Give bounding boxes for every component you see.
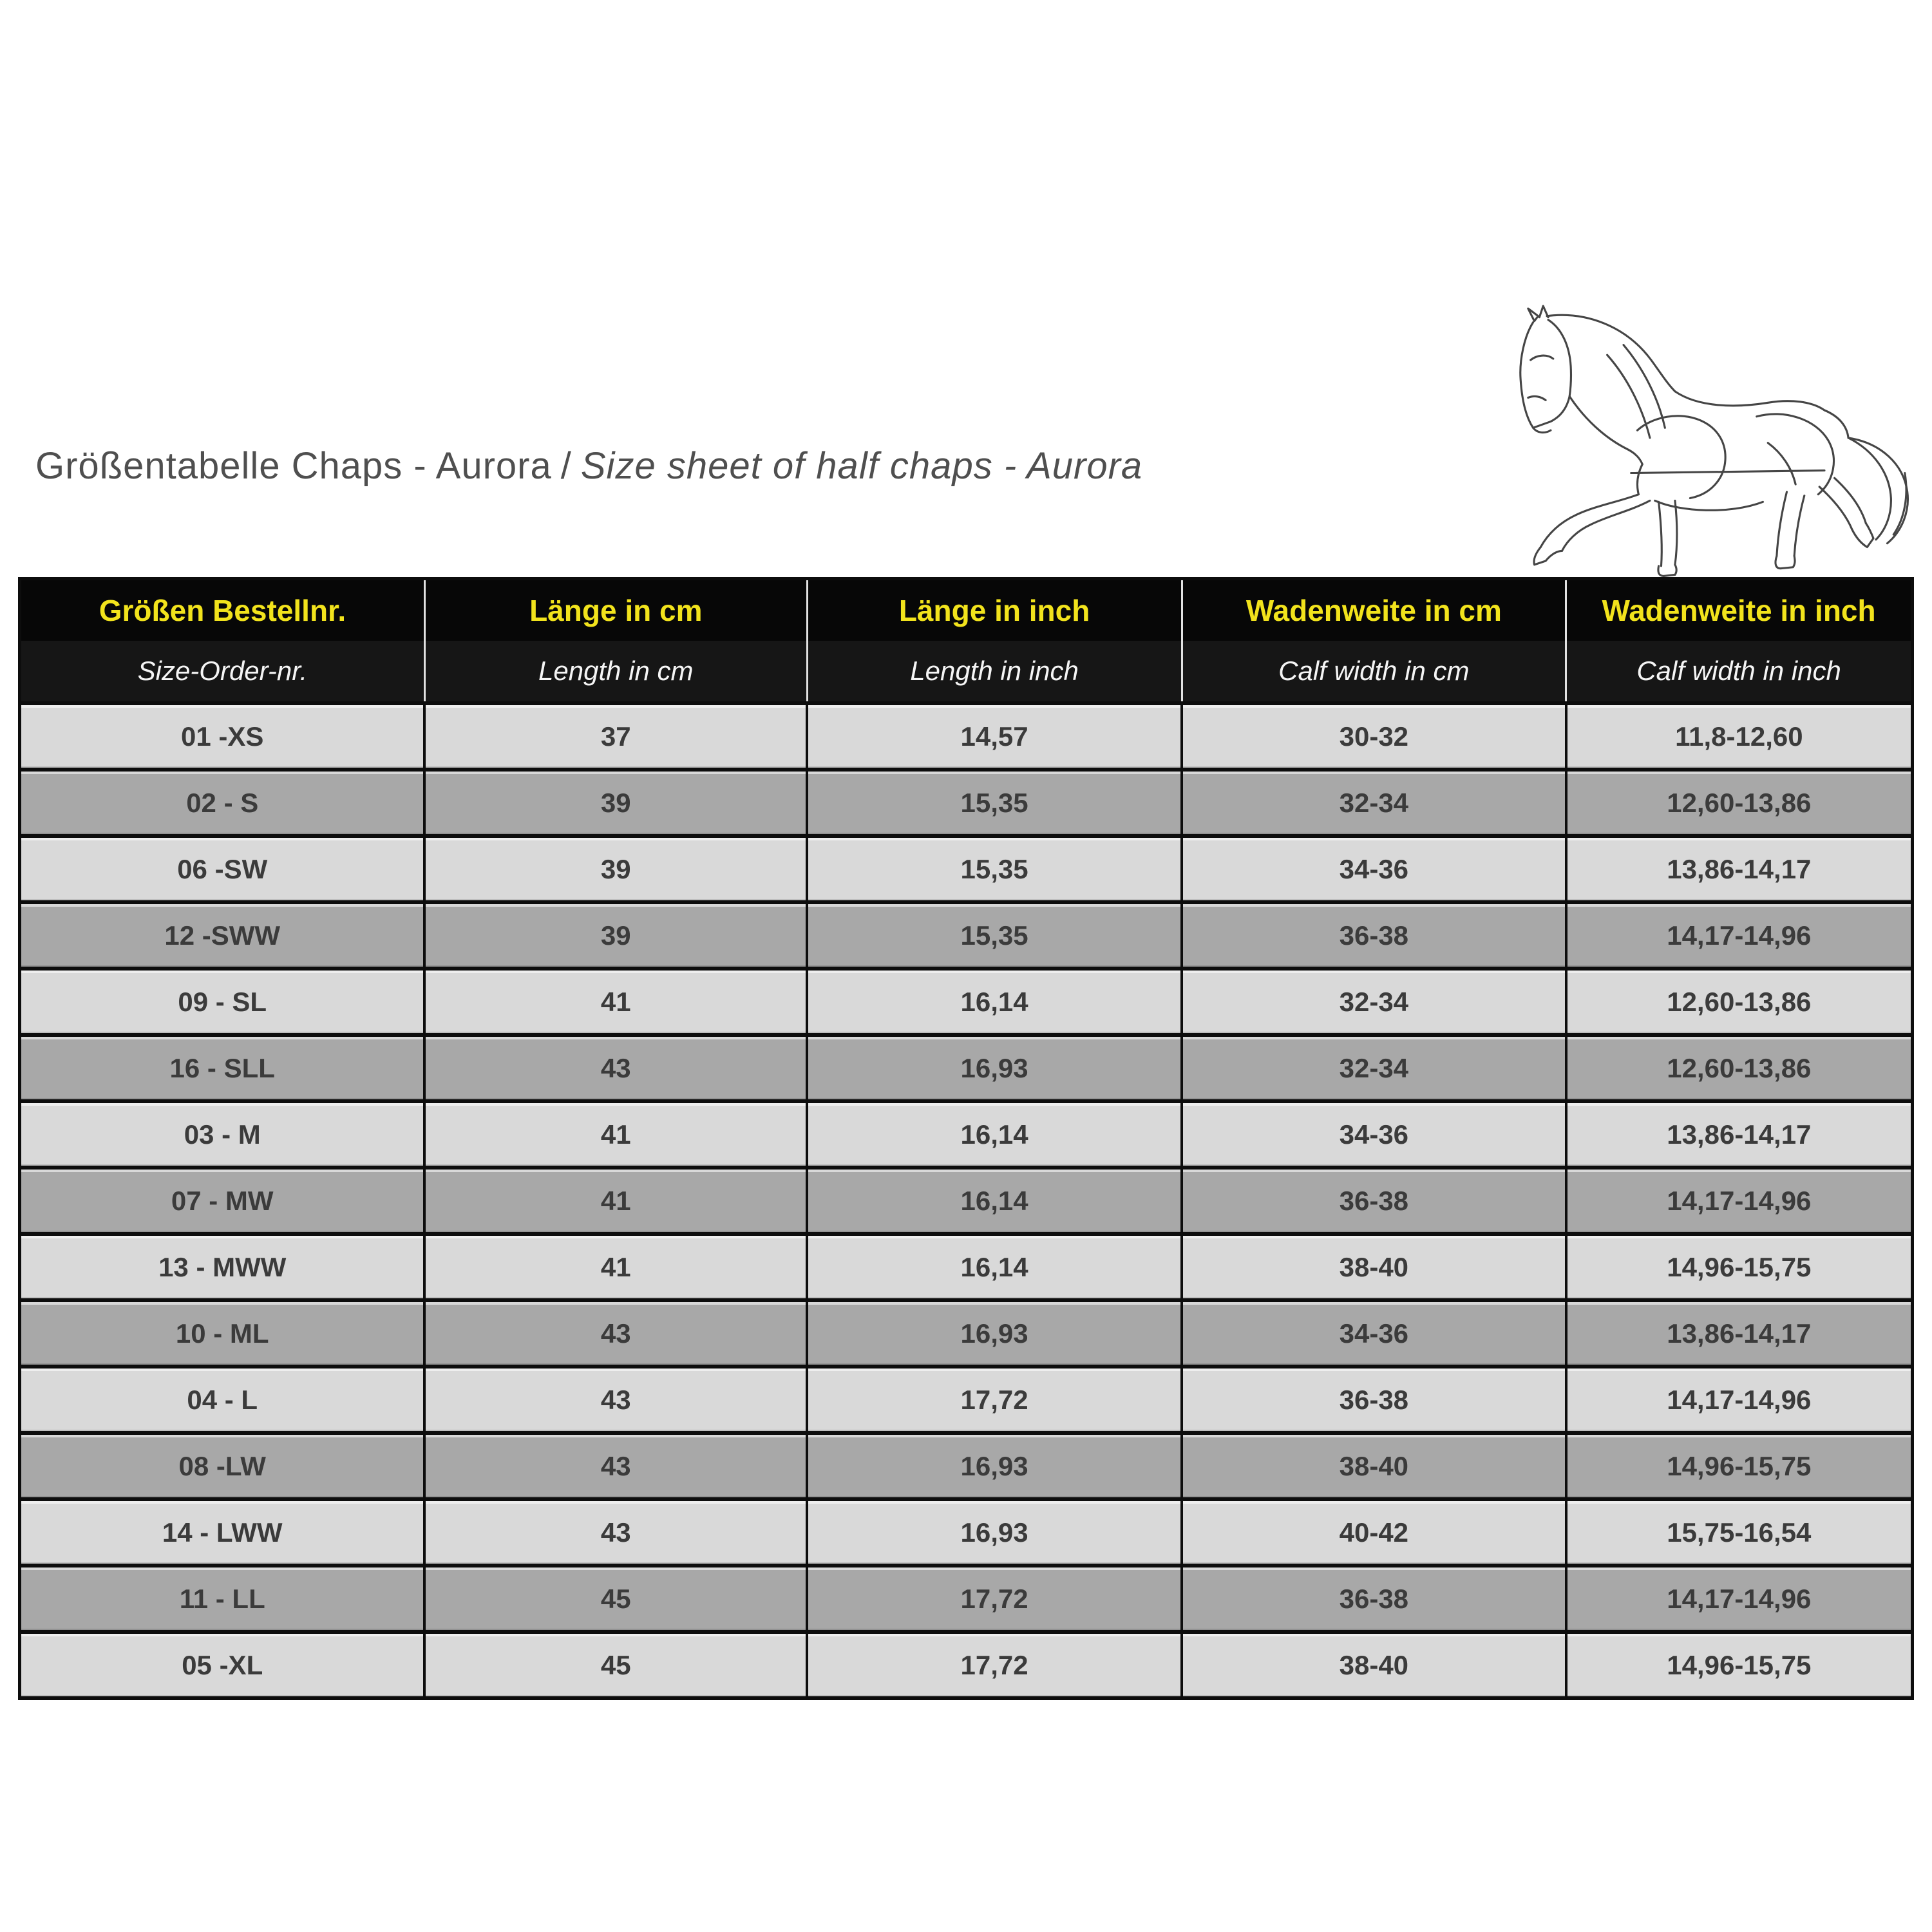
table-cell: 04 - L [20,1367,425,1433]
table-cell: 45 [424,1566,807,1632]
table-cell: 32-34 [1182,969,1566,1035]
table-cell: 14,17-14,96 [1566,1566,1913,1632]
table-cell: 36-38 [1182,1168,1566,1234]
table-cell: 36-38 [1182,1566,1566,1632]
column-header-calf-width-cm [1182,579,1566,704]
title-english: Size sheet of half chaps - Aurora [580,445,1143,487]
header-label-en: Length in inch [808,641,1181,701]
table-cell: 02 - S [20,770,425,836]
table-cell: 09 - SL [20,969,425,1035]
table-cell: 39 [424,836,807,902]
header-label-de: Länge in inch [808,580,1181,641]
table-row [20,836,1913,902]
table-cell: 41 [424,1101,807,1168]
table-cell: 37 [424,703,807,770]
table-cell: 30-32 [1182,703,1566,770]
table-cell: 36-38 [1182,902,1566,969]
table-cell: 41 [424,1168,807,1234]
table-cell: 13 - MWW [20,1234,425,1300]
header-label-en: Calf width in inch [1567,641,1911,701]
table-cell: 43 [424,1300,807,1367]
header-label-en: Size-Order-nr. [21,641,424,701]
table-cell: 13,86-14,17 [1566,836,1913,902]
table-cell: 12 -SWW [20,902,425,969]
table-cell: 43 [424,1367,807,1433]
table-cell: 11 - LL [20,1566,425,1632]
table-row [20,1035,1913,1101]
table-row [20,1101,1913,1168]
table-cell: 43 [424,1035,807,1101]
table-cell: 08 -LW [20,1433,425,1499]
table-cell: 16,93 [807,1499,1182,1566]
column-header-calf-width-inch [1566,579,1913,704]
table-cell: 16,14 [807,1168,1182,1234]
table-cell: 41 [424,1234,807,1300]
table-cell: 34-36 [1182,836,1566,902]
header-label-de: Größen Bestellnr. [21,580,424,641]
table-cell: 06 -SW [20,836,425,902]
table-cell: 14,17-14,96 [1566,902,1913,969]
table-cell: 15,35 [807,902,1182,969]
table-cell: 15,35 [807,770,1182,836]
size-table [18,577,1914,1700]
table-cell: 12,60-13,86 [1566,969,1913,1035]
title-separator: / [560,445,572,487]
table-cell: 10 - ML [20,1300,425,1367]
table-cell: 14,96-15,75 [1566,1433,1913,1499]
table-cell: 16 - SLL [20,1035,425,1101]
table-cell: 41 [424,969,807,1035]
table-cell: 16,14 [807,1101,1182,1168]
table-cell: 15,75-16,54 [1566,1499,1913,1566]
table-cell: 14,96-15,75 [1566,1234,1913,1300]
table-row [20,703,1913,770]
table-row [20,1632,1913,1698]
table-cell: 16,93 [807,1433,1182,1499]
header-label-en: Length in cm [426,641,806,701]
header-label-en: Calf width in cm [1183,641,1566,701]
table-cell: 17,72 [807,1367,1182,1433]
table-cell: 43 [424,1499,807,1566]
table-cell: 32-34 [1182,770,1566,836]
table-cell: 05 -XL [20,1632,425,1698]
column-header-length-cm [424,579,807,704]
table-cell: 40-42 [1182,1499,1566,1566]
horse-line-art-icon [1470,285,1928,586]
table-cell: 16,93 [807,1300,1182,1367]
table-cell: 16,93 [807,1035,1182,1101]
table-cell: 03 - M [20,1101,425,1168]
table-cell: 12,60-13,86 [1566,1035,1913,1101]
table-cell: 39 [424,902,807,969]
table-cell: 13,86-14,17 [1566,1101,1913,1168]
table-row [20,969,1913,1035]
table-row [20,1367,1913,1433]
table-cell: 15,35 [807,836,1182,902]
table-cell: 14,17-14,96 [1566,1367,1913,1433]
column-header-length-inch [807,579,1182,704]
header-row [20,579,1913,704]
table-cell: 12,60-13,86 [1566,770,1913,836]
table-cell: 36-38 [1182,1367,1566,1433]
table-row [20,1566,1913,1632]
table-cell: 07 - MW [20,1168,425,1234]
table-row [20,1234,1913,1300]
table-cell: 01 -XS [20,703,425,770]
table-row [20,902,1913,969]
header-label-de: Wadenweite in cm [1183,580,1566,641]
table-row [20,1433,1913,1499]
table-row [20,1168,1913,1234]
table-row [20,1300,1913,1367]
table-cell: 14,96-15,75 [1566,1632,1913,1698]
header-label-de: Wadenweite in inch [1567,580,1911,641]
table-cell: 38-40 [1182,1632,1566,1698]
table-cell: 34-36 [1182,1101,1566,1168]
table-row [20,770,1913,836]
table-row [20,1499,1913,1566]
table-cell: 45 [424,1632,807,1698]
column-header-size-order [20,579,425,704]
table-cell: 13,86-14,17 [1566,1300,1913,1367]
table-cell: 14,57 [807,703,1182,770]
page-title [35,444,1195,488]
table-cell: 39 [424,770,807,836]
header-label-de: Länge in cm [426,580,806,641]
table-cell: 16,14 [807,1234,1182,1300]
table-cell: 16,14 [807,969,1182,1035]
table-cell: 32-34 [1182,1035,1566,1101]
table-cell: 38-40 [1182,1433,1566,1499]
table-cell: 11,8-12,60 [1566,703,1913,770]
table-cell: 17,72 [807,1566,1182,1632]
table-cell: 38-40 [1182,1234,1566,1300]
table-cell: 17,72 [807,1632,1182,1698]
title-german: Größentabelle Chaps - Aurora [35,445,552,487]
table-cell: 14 - LWW [20,1499,425,1566]
table-cell: 43 [424,1433,807,1499]
table-cell: 34-36 [1182,1300,1566,1367]
table-cell: 14,17-14,96 [1566,1168,1913,1234]
